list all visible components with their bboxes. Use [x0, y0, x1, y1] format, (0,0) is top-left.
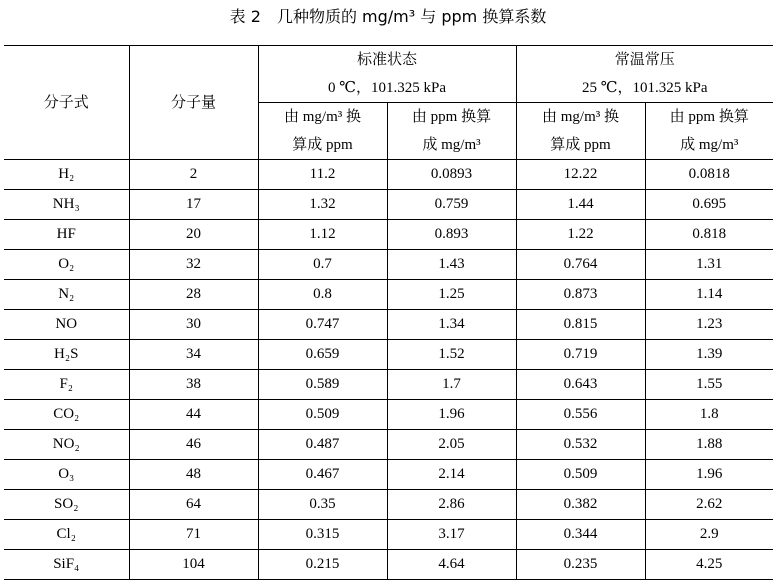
cell-norm-to-mg: 1.39: [645, 340, 773, 370]
cell-formula: H₂: [4, 160, 129, 190]
header-normal-state: [516, 46, 773, 103]
header-mass: 分子量: [129, 46, 258, 160]
cell-std-to-ppm: 0.589: [258, 370, 387, 400]
cell-norm-to-ppm: 1.22: [516, 220, 645, 250]
subheader-cell: [516, 103, 645, 160]
cell-norm-to-mg: 0.0818: [645, 160, 773, 190]
cell-mass: 17: [129, 190, 258, 220]
cell-std-to-ppm: 0.35: [258, 490, 387, 520]
table-row: [4, 220, 773, 250]
cell-mass: 64: [129, 490, 258, 520]
table-row: [4, 550, 773, 580]
cell-formula: H₂S: [4, 340, 129, 370]
cell-std-to-mg: 1.52: [387, 340, 516, 370]
table-row: [4, 190, 773, 220]
cell-norm-to-ppm: 0.509: [516, 460, 645, 490]
cell-norm-to-ppm: 0.382: [516, 490, 645, 520]
table-row: [4, 310, 773, 340]
cell-norm-to-mg: 0.695: [645, 190, 773, 220]
header-standard-conditions: 0 ℃，101.325 kPa: [327, 80, 447, 96]
table-row: [4, 250, 773, 280]
cell-formula: O₂: [4, 250, 129, 280]
header-standard-state: [258, 46, 516, 103]
subheader-line: 由 mg/m³ 换: [284, 109, 361, 125]
cell-mass: 2: [129, 160, 258, 190]
cell-mass: 38: [129, 370, 258, 400]
cell-std-to-mg: 1.96: [387, 400, 516, 430]
cell-mass: 30: [129, 310, 258, 340]
cell-norm-to-ppm: 0.815: [516, 310, 645, 340]
cell-norm-to-ppm: 1.44: [516, 190, 645, 220]
cell-formula: SiF₄: [4, 550, 129, 580]
cell-formula: NO: [4, 310, 129, 340]
cell-norm-to-ppm: 0.532: [516, 430, 645, 460]
cell-mass: 46: [129, 430, 258, 460]
table-row: [4, 460, 773, 490]
cell-norm-to-ppm: 0.556: [516, 400, 645, 430]
cell-formula: O₃: [4, 460, 129, 490]
cell-std-to-ppm: 0.215: [258, 550, 387, 580]
cell-mass: 28: [129, 280, 258, 310]
cell-mass: 48: [129, 460, 258, 490]
cell-norm-to-ppm: 0.719: [516, 340, 645, 370]
cell-mass: 32: [129, 250, 258, 280]
cell-formula: HF: [4, 220, 129, 250]
cell-std-to-mg: 1.7: [387, 370, 516, 400]
table-title: 表 2 几种物质的 mg/m³ 与 ppm 换算系数: [229, 7, 547, 26]
cell-std-to-ppm: 1.12: [258, 220, 387, 250]
cell-std-to-mg: 1.25: [387, 280, 516, 310]
cell-norm-to-ppm: 0.235: [516, 550, 645, 580]
cell-std-to-mg: 3.17: [387, 520, 516, 550]
cell-formula: SO₂: [4, 490, 129, 520]
cell-std-to-ppm: 0.659: [258, 340, 387, 370]
cell-norm-to-ppm: 0.344: [516, 520, 645, 550]
conversion-table: [4, 45, 773, 580]
header-standard-name: 标准状态: [356, 52, 417, 68]
cell-std-to-mg: 1.43: [387, 250, 516, 280]
subheader-line: 由 ppm 换算: [669, 109, 749, 125]
cell-mass: 34: [129, 340, 258, 370]
cell-norm-to-mg: 1.23: [645, 310, 773, 340]
cell-std-to-ppm: 0.315: [258, 520, 387, 550]
subheader-line: 算成 ppm: [292, 137, 353, 153]
subheader-cell: [387, 103, 516, 160]
cell-mass: 104: [129, 550, 258, 580]
cell-norm-to-mg: 2.9: [645, 520, 773, 550]
cell-std-to-mg: 2.14: [387, 460, 516, 490]
cell-norm-to-mg: 2.62: [645, 490, 773, 520]
cell-std-to-ppm: 0.8: [258, 280, 387, 310]
cell-formula: NO₂: [4, 430, 129, 460]
header-formula: 分子式: [4, 46, 129, 160]
table-row: [4, 400, 773, 430]
cell-mass: 71: [129, 520, 258, 550]
cell-norm-to-mg: 1.31: [645, 250, 773, 280]
cell-norm-to-mg: 1.88: [645, 430, 773, 460]
cell-std-to-ppm: 11.2: [258, 160, 387, 190]
subheader-line: 成 mg/m³: [680, 137, 739, 153]
header-normal-name: 常温常压: [614, 52, 675, 68]
cell-std-to-mg: 0.759: [387, 190, 516, 220]
cell-std-to-ppm: 0.509: [258, 400, 387, 430]
cell-formula: N₂: [4, 280, 129, 310]
cell-std-to-mg: 0.893: [387, 220, 516, 250]
subheader-line: 由 ppm 换算: [411, 109, 492, 125]
header-normal-conditions: 25 ℃，101.325 kPa: [581, 80, 708, 96]
cell-mass: 44: [129, 400, 258, 430]
cell-std-to-ppm: 0.747: [258, 310, 387, 340]
subheader-cell: [258, 103, 387, 160]
cell-norm-to-ppm: 0.873: [516, 280, 645, 310]
cell-norm-to-mg: 1.96: [645, 460, 773, 490]
table-row: [4, 370, 773, 400]
table-row: [4, 430, 773, 460]
cell-formula: CO₂: [4, 400, 129, 430]
cell-std-to-mg: 0.0893: [387, 160, 516, 190]
subheader-line: 算成 ppm: [550, 137, 611, 153]
cell-std-to-ppm: 0.7: [258, 250, 387, 280]
cell-std-to-mg: 2.86: [387, 490, 516, 520]
table-row: [4, 520, 773, 550]
subheader-line: 由 mg/m³ 换: [542, 109, 619, 125]
cell-formula: F₂: [4, 370, 129, 400]
table-row: [4, 340, 773, 370]
cell-formula: Cl₂: [4, 520, 129, 550]
cell-norm-to-mg: 1.8: [645, 400, 773, 430]
subheader-line: 成 mg/m³: [422, 137, 481, 153]
table-row: [4, 280, 773, 310]
cell-std-to-mg: 2.05: [387, 430, 516, 460]
cell-norm-to-mg: 1.55: [645, 370, 773, 400]
cell-std-to-mg: 1.34: [387, 310, 516, 340]
cell-norm-to-ppm: 0.643: [516, 370, 645, 400]
table-row: [4, 160, 773, 190]
cell-std-to-ppm: 1.32: [258, 190, 387, 220]
table-row: [4, 490, 773, 520]
cell-std-to-ppm: 0.487: [258, 430, 387, 460]
cell-norm-to-mg: 4.25: [645, 550, 773, 580]
subheader-cell: [645, 103, 773, 160]
cell-formula: NH₃: [4, 190, 129, 220]
cell-std-to-ppm: 0.467: [258, 460, 387, 490]
cell-norm-to-mg: 0.818: [645, 220, 773, 250]
cell-norm-to-mg: 1.14: [645, 280, 773, 310]
cell-norm-to-ppm: 0.764: [516, 250, 645, 280]
cell-mass: 20: [129, 220, 258, 250]
cell-std-to-mg: 4.64: [387, 550, 516, 580]
cell-norm-to-ppm: 12.22: [516, 160, 645, 190]
